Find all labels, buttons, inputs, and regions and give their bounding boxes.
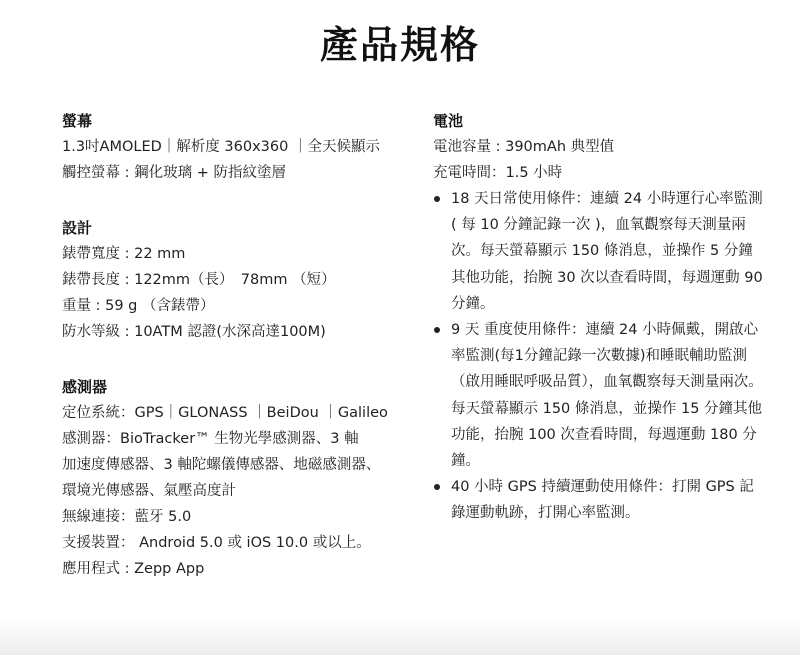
sensor-spec-line: 感測器：BioTracker™ 生物光學感測器、3 軸 xyxy=(62,431,359,447)
battery-usage-text: 9 天 重度使用條件：連續 24 小時佩戴，開啟心率監測(每1分鐘記錄一次數據)和睡眠輔助監測（啟用睡眠呼吸品質），血氧觀察每天測量兩次。每天螢幕顯示 150 條消息，並操作 15 分鐘其他功能，抬腕 100 次查看時間，每週運動 180 分鐘。 xyxy=(451,322,763,470)
design-spec-line: 防水等級 : 10ATM 認證(水深高達100M) xyxy=(62,324,326,340)
bullet-dot-icon xyxy=(434,327,440,333)
battery-usage-list xyxy=(433,186,763,527)
list-item xyxy=(433,186,763,317)
section-heading-screen: 螢幕 xyxy=(62,112,93,130)
sensor-spec-line: 環境光傳感器、氣壓高度計 xyxy=(62,483,236,499)
list-item xyxy=(433,317,763,474)
design-spec-line: 錶帶長度 : 122mm（長） 78mm （短） xyxy=(62,272,336,288)
screen-spec-line: 觸控螢幕 : 鋼化玻璃 + 防指紋塗層 xyxy=(62,165,286,181)
list-item xyxy=(433,474,763,526)
sensor-spec-line: 支援裝置： Android 5.0 或 iOS 10.0 或以上。 xyxy=(62,535,371,551)
sensor-spec-line: 加速度傳感器、3 軸陀螺儀傳感器、地磁感測器、 xyxy=(62,457,381,473)
design-spec-line: 錶帶寬度 : 22 mm xyxy=(62,246,186,262)
sensor-spec-line: 應用程式 : Zepp App xyxy=(62,561,205,577)
bullet-dot-icon xyxy=(434,484,440,490)
sensor-spec-line: 無線連接：藍牙 5.0 xyxy=(62,509,192,525)
right-column xyxy=(433,108,763,527)
battery-spec-line: 電池容量 : 390mAh 典型值 xyxy=(433,139,615,155)
screen-spec-line: 1.3吋AMOLED｜解析度 360x360 ｜全天候顯示 xyxy=(62,139,380,155)
design-spec-line: 重量 : 59 g （含錶帶） xyxy=(62,298,215,314)
bottom-shade xyxy=(0,622,800,655)
sensor-spec-line: 定位系統：GPS｜GLONASS ｜BeiDou ｜Galileo xyxy=(62,405,388,421)
left-column xyxy=(62,108,424,582)
battery-usage-text: 40 小時 GPS 持續運動使用條件：打開 GPS 記錄運動軌跡，打開心率監測。 xyxy=(451,479,754,522)
section-heading-battery: 電池 xyxy=(433,112,464,130)
battery-spec-line: 充電時間：1.5 小時 xyxy=(433,165,563,181)
section-heading-design: 設計 xyxy=(62,219,93,237)
section-heading-sensors: 感測器 xyxy=(62,378,108,396)
page-title: 產品規格 xyxy=(319,23,480,67)
bullet-dot-icon xyxy=(434,196,440,202)
battery-usage-text: 18 天日常使用條件：連續 24 小時運行心率監測 ( 每 10 分鐘記錄一次 )，血氧觀察每天測量兩次。每天螢幕顯示 150 條消息，並操作 5 分鐘其他功能，抬腕 30 次以查看時間，每週運動 90 分鐘。 xyxy=(451,191,763,312)
